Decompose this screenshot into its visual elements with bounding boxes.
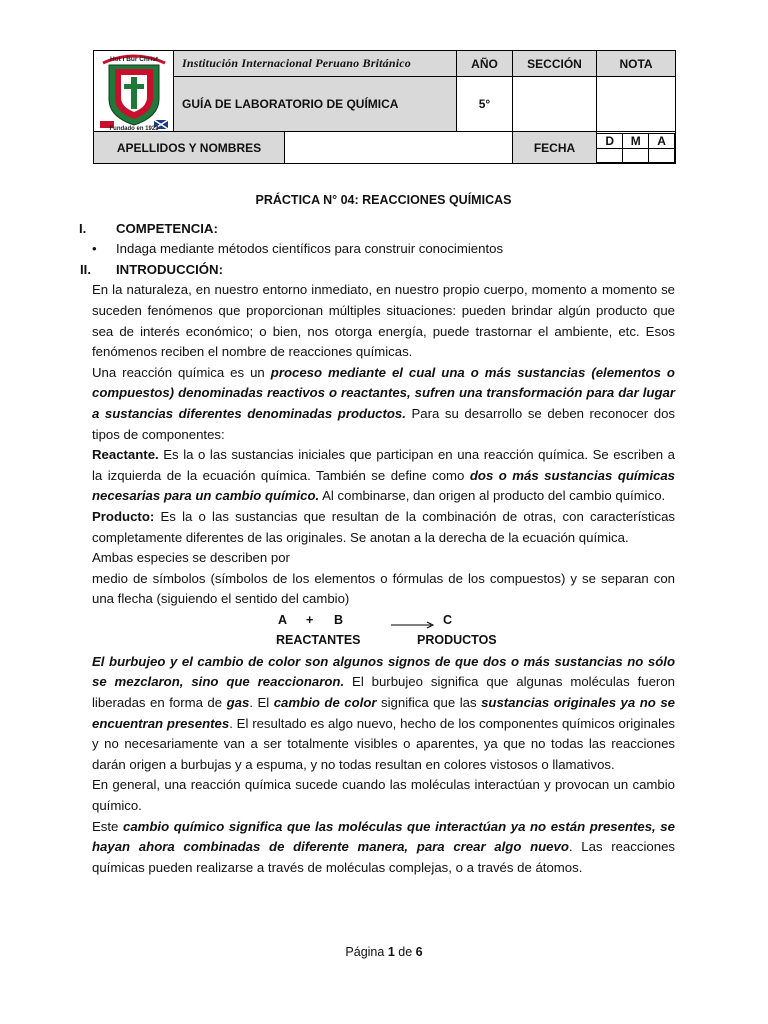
grade-field[interactable] [597, 77, 676, 132]
section-introduccion [80, 260, 675, 281]
section-label: SECCIÓN [513, 51, 597, 77]
plus-sign: + [306, 612, 314, 627]
year-short-label: A [649, 133, 675, 148]
section-competencia [79, 219, 675, 240]
section-heading: INTRODUCCIÓN: [116, 261, 223, 277]
practice-title: PRÁCTICA N° 04: REACCIONES QUÍMICAS [255, 193, 512, 207]
paragraph-symbols: medio de símbolos (símbolos de los elementos o fórmulas de los compuestos) y se separan con una flecha (siguiendo el sentido del cambio) [92, 570, 675, 607]
year-field[interactable] [649, 148, 675, 162]
section-number: I. [79, 220, 87, 236]
year-label: AÑO [457, 51, 513, 77]
month-field[interactable] [623, 148, 649, 162]
bullet-icon: • [92, 241, 97, 257]
paragraph-reactante: Reactante. Es la o las sustancias iniciales que participan en una reacción química. Se escriben a la izquierda de la ecuación química. También se define como dos o más sustancias químicas necesarias para un cambio químico. Al combinarse, dan origen al producto del cambio químico. [92, 447, 675, 504]
grade-label: NOTA [597, 51, 676, 77]
product-c: C [443, 612, 453, 627]
list-item [92, 239, 675, 260]
reactant-b: B [334, 612, 344, 627]
logo-motto: Hot I Bur Christ [109, 56, 158, 63]
reactants-label: REACTANTES [276, 632, 361, 647]
paragraph-intro: En la naturaleza, en nuestro entorno inmediato, en nuestro propio cuerpo, momento a momento se suceden fenómenos que proporcionan múltiples situaciones: pueden brindar algún producto que sea de interés económico; o bien, nos otorga energía, puede trastornar el ambiente, etc. Esos fenómenos reciben el nombre de reacciones químicas. [92, 282, 675, 360]
document-body [79, 190, 676, 878]
paragraph-definition: Una reacción química es un proceso mediante el cual una o más sustancias (elementos o compuestos) denominadas reactivos o reactantes, sufren una transformación para dar lugar a sustancias diferentes denominadas productos. Para su desarrollo se deben reconocer dos tipos de componentes: [92, 364, 676, 442]
crest-icon [95, 51, 173, 131]
names-field[interactable] [285, 132, 513, 164]
date-field[interactable] [597, 132, 676, 164]
paragraph-change: Este cambio químico significa que las moléculas que interactúan ya no están presentes, se hayan ahora combinadas de diferente manera, para crear algo nuevo. Las reacciones químicas pueden realizarse a través de moléculas complejas, o a través de átomos. [92, 818, 676, 875]
total-pages: 6 [415, 945, 423, 959]
bullet-text: Indaga mediante métodos científicos para construir conocimientos [116, 241, 504, 257]
logo-founded: Fundado en 1923 [108, 126, 159, 131]
header-table [93, 50, 676, 164]
page-footer: Página 1 de 6 [345, 945, 423, 959]
year-value: 5° [457, 77, 513, 132]
guide-title: GUÍA DE LABORATORIO DE QUÍMICA [174, 77, 457, 132]
reactant-a: A [278, 612, 288, 627]
section-heading: COMPETENCIA: [116, 220, 218, 236]
names-label: APELLIDOS Y NOMBRES [94, 132, 285, 164]
section-number: II. [80, 261, 91, 277]
school-logo [94, 51, 174, 132]
paragraph-producto: Producto: Es la o las sustancias que resultan de la combinación de otras, con características completamente diferentes de las originales. Se anotan a la derecha de la ecuación química. [92, 508, 675, 545]
section-field[interactable] [513, 77, 597, 132]
products-label: PRODUCTOS [417, 632, 497, 647]
paragraph-general: En general, una reacción química sucede cuando las moléculas interactúan y provocan un cambio químico. [92, 777, 675, 814]
month-label: M [623, 133, 649, 148]
paragraph-species: Ambas especies se describen por [92, 550, 290, 566]
paragraph-signs: El burbujeo y el cambio de color son algunos signos de que dos o más sustancias no sólo se mezclaron, sino que reaccionaron. El burbujeo significa que algunas moléculas fueron liberadas en forma de gas. El cambio de color significa que las sustancias originales ya no se encuentran presentes. El resultado es algo nuevo, hecho de los componentes químicos originales y no necesariamente van a ser totalmente visibles o aparentes, ya que no todas las reacciones darán origen a burbujas y a espuma, y no todas resultan en colores vistosos o llamativos. [92, 653, 675, 772]
current-page: 1 [387, 945, 395, 959]
day-field[interactable] [597, 148, 623, 162]
institution-name: Institución Internacional Peruano Británico [174, 51, 457, 77]
day-label: D [597, 133, 623, 148]
date-label: FECHA [513, 132, 597, 164]
reaction-diagram [92, 610, 675, 652]
